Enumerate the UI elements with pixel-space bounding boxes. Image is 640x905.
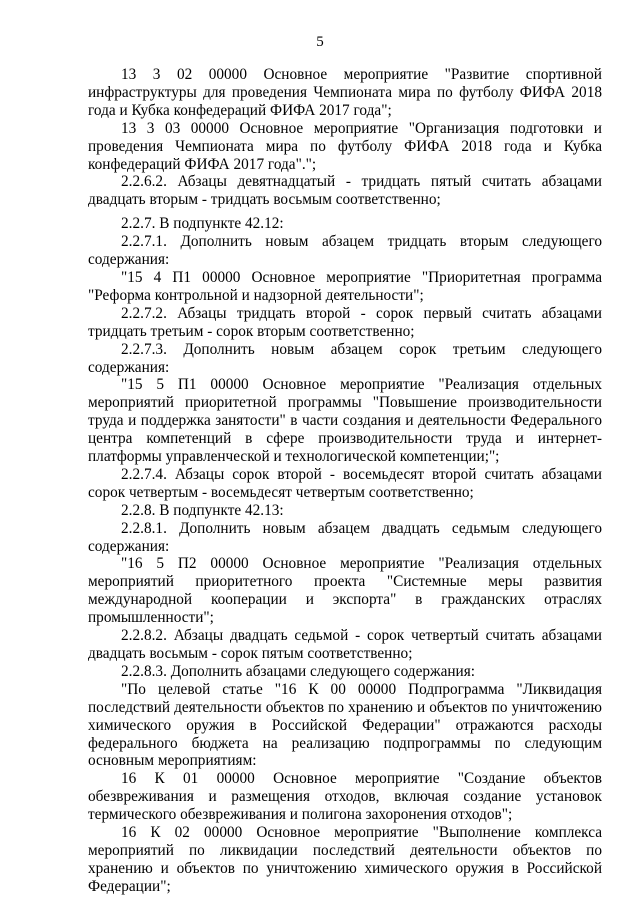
paragraph: "15 4 П1 00000 Основное мероприятие "Приоритетная программа "Реформа контрольной и надзорной деятельности";	[88, 268, 602, 304]
paragraph: 2.2.8. В подпункте 42.13:	[121, 501, 284, 519]
document-body	[88, 66, 602, 896]
paragraph: 2.2.8.2. Абзацы двадцать седьмой - сорок четвертый считать абзацами двадцать восьмым - сорок пятым соответственно;	[88, 627, 602, 662]
paragraph: 2.2.7.4. Абзацы сорок второй - восемьдесят второй считать абзацами сорок четвертым - восемьдесят четвертым соответственно;	[88, 465, 602, 501]
paragraph: 13 3 03 00000 Основное мероприятие "Организация подготовки и проведения Чемпионата мира по футболу ФИФА 2018 года и Кубка конфедераций ФИФА 2017 года".";	[88, 119, 602, 173]
paragraph: 2.2.8.3. Дополнить абзацами следующего содержания:	[121, 662, 476, 680]
paragraph: "По целевой статье "16 К 00 00000 Подпрограмма "Ликвидация последствий деятельности объектов по хранению и объектов по уничтожению химического оружия в Российской Федерации" отражаются расходы федерального бюджета на реализацию подпрограммы по следующим основным мероприятиям:	[88, 680, 602, 770]
paragraph: 2.2.7.2. Абзацы тридцать второй - сорок первый считать абзацами тридцать третьим - сорок вторым соответственно;	[88, 304, 602, 340]
paragraph: "16 5 П2 00000 Основное мероприятие "Реализация отдельных мероприятий приоритетного проекта "Системные меры развития международной кооперации и экспорта" в гражданских отраслях промышленности";	[88, 555, 602, 627]
paragraph: 13 3 02 00000 Основное мероприятие "Развитие спортивной инфраструктуры для проведения Чемпионата мира по футболу ФИФА 2018 года и Кубка конфедераций ФИФА 2017 года";	[88, 66, 602, 119]
page-number: 5	[316, 34, 324, 50]
paragraph: 2.2.8.1. Дополнить новым абзацем двадцать седьмым следующего содержания:	[88, 519, 602, 555]
paragraph: 2.2.7. В подпункте 42.12:	[121, 215, 284, 233]
paragraph: 2.2.7.1. Дополнить новым абзацем тридцать вторым следующего содержания:	[88, 233, 602, 269]
paragraph: 2.2.7.3. Дополнить новым абзацем сорок третьим следующего содержания:	[88, 340, 602, 376]
paragraph: "15 5 П1 00000 Основное мероприятие "Реализация отдельных мероприятий приоритетной программы "Повышение производительности труда и поддержка занятости" в части создания и деятельности Федерального центра компетенций в сфере производительности труда и интернет-платформы управленческой и технологической компетенции;";	[88, 376, 602, 466]
paragraph: 16 К 01 00000 Основное мероприятие "Создание объектов обезвреживания и размещения отходов, включая создание установок термического обезвреживания и полигона захоронения отходов";	[88, 770, 602, 824]
paragraph: 2.2.6.2. Абзацы девятнадцатый - тридцать пятый считать абзацами двадцать вторым - тридцать восьмым соответственно;	[88, 173, 602, 209]
paragraph: 16 К 02 00000 Основное мероприятие "Выполнение комплекса мероприятий по ликвидации последствий деятельности объектов по хранению и объектов по уничтожению химического оружия в Российской Федерации";	[88, 824, 602, 895]
